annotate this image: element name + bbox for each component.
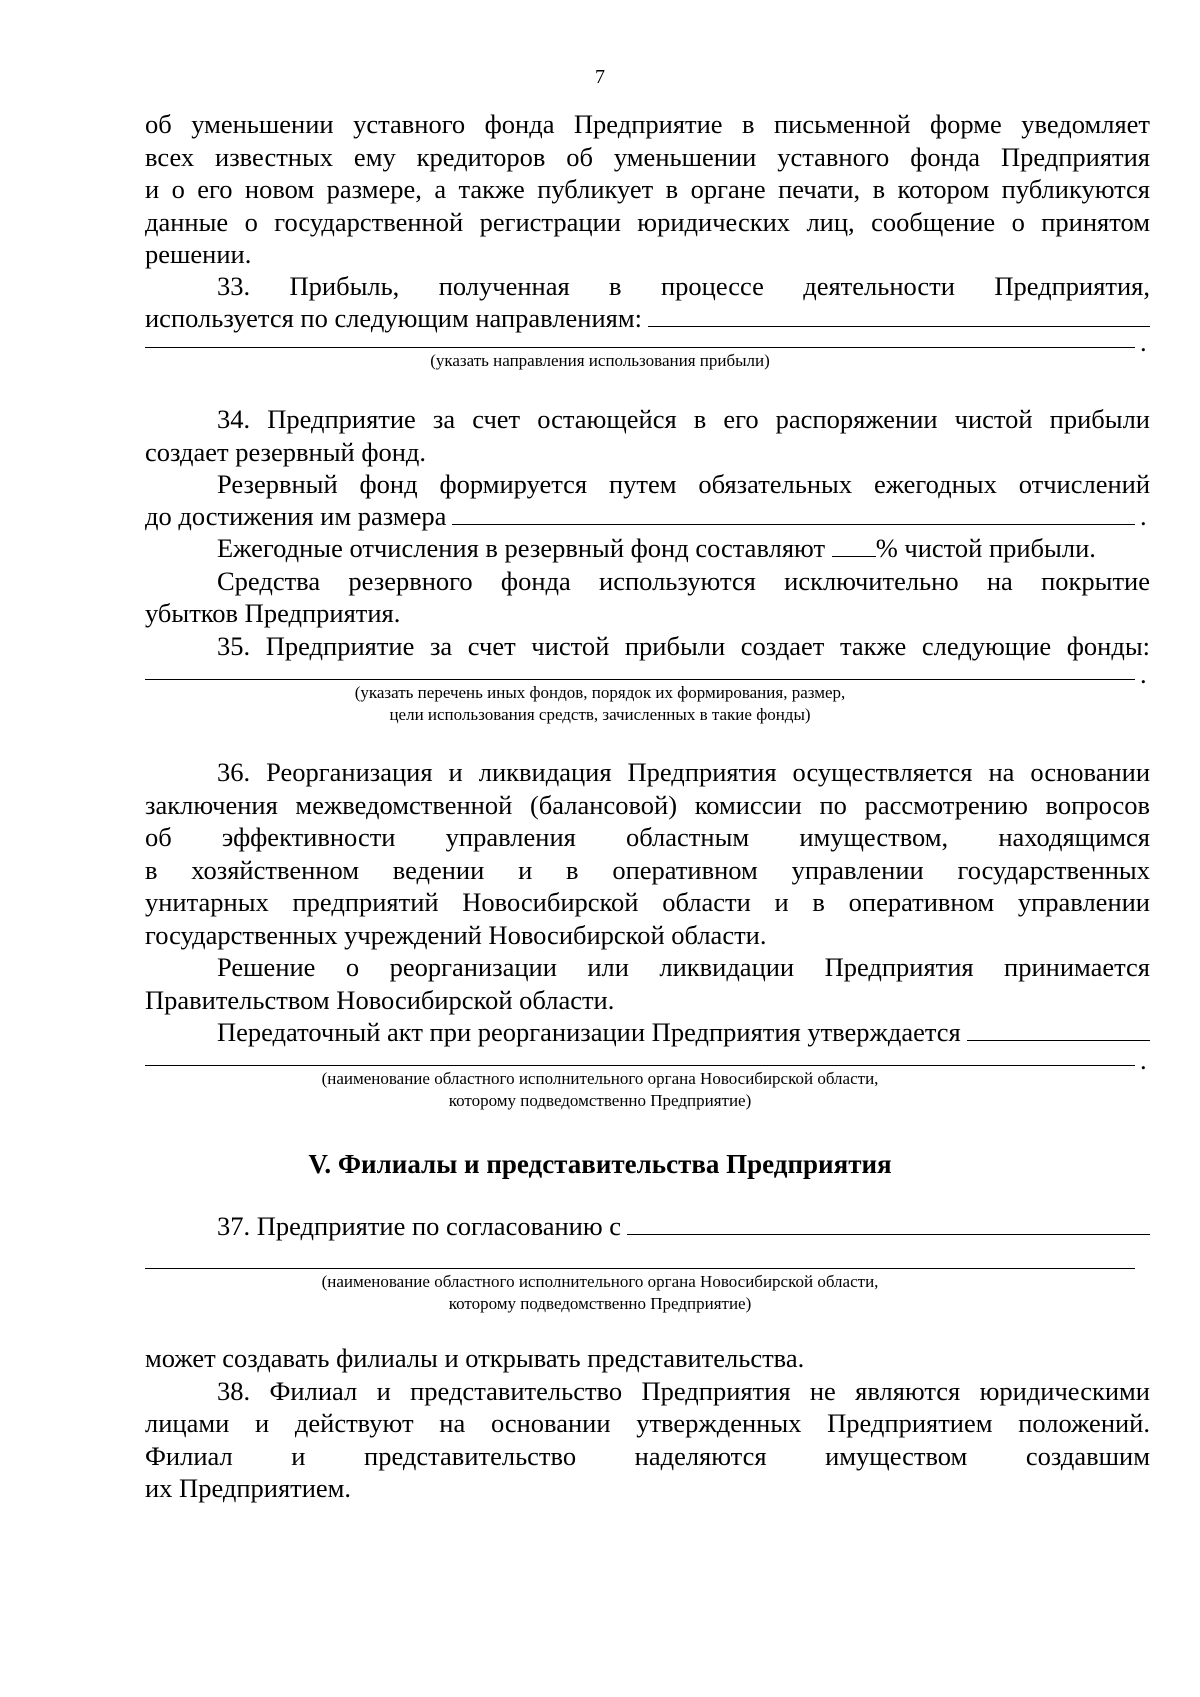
clause-34: 34. Предприятие за счет остающейся в его распоряжении чистой прибыли: [217, 404, 1150, 434]
text-line: об уменьшении уставного фонда Предприятие в письменной форме уведомляет: [145, 109, 1150, 139]
clause-37: [217, 1210, 1150, 1242]
period: .: [1140, 1045, 1147, 1075]
blank-line: [145, 1268, 1135, 1269]
text-line: до достижения им размера: [145, 501, 447, 531]
page-number: 7: [595, 66, 605, 88]
period: .: [1140, 659, 1147, 689]
text-line: Передаточный акт при реорганизации Предприятия утверждается: [217, 1017, 961, 1047]
field-hint: которому подведомственно Предприятие): [448, 1091, 752, 1110]
text-line: Решение о реорганизации или ликвидации Предприятия принимается: [217, 952, 1150, 982]
clause-35: 35. Предприятие за счет чистой прибыли создает также следующие фонды:: [217, 631, 1150, 661]
text-line: заключения межведомственной (балансовой) комиссии по рассмотрению вопросов: [145, 790, 1150, 820]
text-line: лицами и действуют на основании утвержденных Предприятием положений.: [145, 1408, 1150, 1438]
field-hint: (наименование областного исполнительного органа Новосибирской области,: [321, 1069, 879, 1088]
blank-line: [145, 679, 1135, 680]
text-line: Филиал и представительство наделяются имуществом создавшим: [145, 1441, 1150, 1471]
period: .: [1140, 501, 1147, 531]
text-line: убытков Предприятия.: [145, 598, 401, 628]
section-heading: V. Филиалы и представительства Предприятия: [308, 1149, 892, 1179]
text-line: унитарных предприятий Новосибирской области и в оперативном управлении: [145, 887, 1150, 917]
field-hint: (указать направления использования прибыли): [430, 351, 770, 370]
clause-36: 36. Реорганизация и ликвидация Предприятия осуществляется на основании: [217, 757, 1150, 787]
text-line: данные о государственной регистрации юридических лиц, сообщение о принятом: [145, 207, 1150, 237]
blank-field: [627, 1212, 1150, 1235]
field-hint: (наименование областного исполнительного органа Новосибирской области,: [321, 1272, 879, 1291]
text-line: Резервный фонд формируется путем обязательных ежегодных отчислений: [217, 469, 1150, 499]
text-line: решении.: [145, 239, 252, 269]
field-hint: (указать перечень иных фондов, порядок их формирования, размер,: [354, 683, 846, 702]
blank-field: [452, 502, 1135, 525]
percent-line: [217, 532, 1150, 564]
text-line: Ежегодные отчисления в резервный фонд составляют: [217, 533, 826, 563]
blank-field: [648, 304, 1150, 327]
blank-line: [145, 347, 1135, 348]
blank-field: [967, 1018, 1150, 1041]
text-line: об эффективности управления областным имуществом, находящимся: [145, 822, 1150, 852]
text-line: Правительством Новосибирской области.: [145, 985, 615, 1015]
text-line: государственных учреждений Новосибирской области.: [145, 920, 767, 950]
field-hint: цели использования средств, зачисленных в такие фонды): [389, 705, 811, 724]
blank-line: [145, 1065, 1135, 1066]
clause-33: 33. Прибыль, полученная в процессе деятельности Предприятия,: [217, 271, 1150, 301]
field-hint: которому подведомственно Предприятие): [448, 1294, 752, 1313]
text-line: может создавать филиалы и открывать представительства.: [145, 1343, 805, 1373]
clause-33-continued: [145, 302, 1150, 334]
text-line: в хозяйственном ведении и в оперативном управлении государственных: [145, 855, 1150, 885]
text-line: их Предприятием.: [145, 1473, 352, 1503]
text-line: и о его новом размере, а также публикует в органе печати, в котором публикуются: [145, 174, 1150, 204]
text-line: всех известных ему кредиторов об уменьшении уставного фонда Предприятия: [145, 142, 1150, 172]
text-line: создает резервный фонд.: [145, 437, 427, 467]
text-line: % чистой прибыли.: [875, 533, 1096, 563]
period: .: [1140, 327, 1147, 357]
clause-38: 38. Филиал и представительство Предприятия не являются юридическими: [217, 1376, 1150, 1406]
text-line: 37. Предприятие по согласованию с: [217, 1211, 622, 1241]
percent-blank: [832, 536, 876, 557]
text-line: Средства резервного фонда используются исключительно на покрытие: [217, 566, 1150, 596]
reserve-size-line: [145, 500, 1135, 532]
text-line: используется по следующим направлениям:: [145, 303, 642, 333]
transfer-act-line: [217, 1016, 1150, 1048]
